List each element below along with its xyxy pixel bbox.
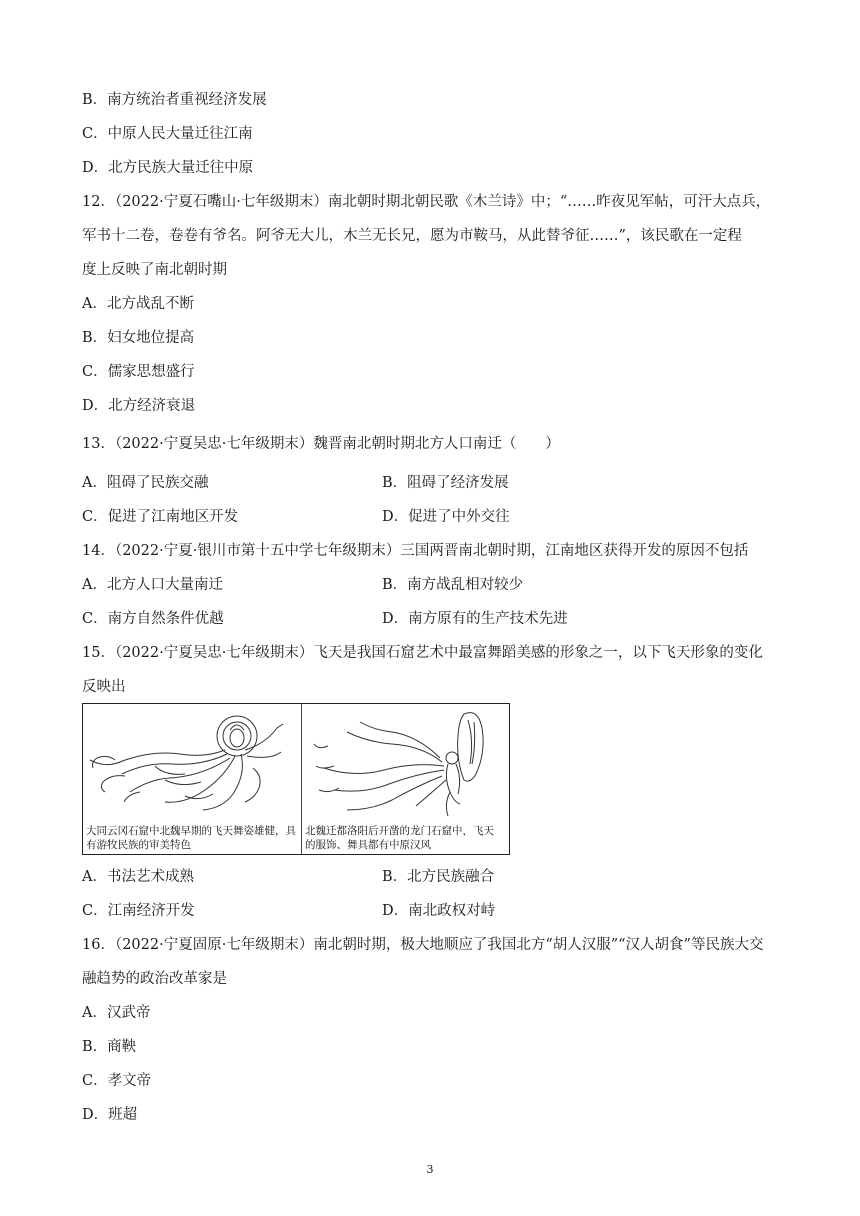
q11-option-c: C．中原人民大量迁往江南 bbox=[82, 126, 253, 142]
q13-stem: 13．（2022·宁夏吴忠·七年级期末）魏晋南北朝时期北方人口南迁（ ） bbox=[82, 436, 560, 452]
q15-option-b: B．北方民族融合 bbox=[382, 869, 495, 885]
q12-stem-line-3: 度上反映了南北朝时期 bbox=[82, 262, 227, 278]
feitian-figure bbox=[82, 703, 510, 855]
q15-option-c: C．江南经济开发 bbox=[82, 903, 195, 919]
caption-left-line-2: 有游牧民族的审美特色 bbox=[86, 839, 191, 851]
caption-right-line-2: 的服饰、舞具都有中原汉风 bbox=[305, 839, 431, 851]
q15-option-d: D．南北政权对峙 bbox=[382, 903, 496, 919]
q14-stem: 14．（2022·宁夏·银川市第十五中学七年级期末）三国两晋南北朝时期，江南地区获得开发的原因不包括 bbox=[82, 543, 749, 559]
q16-option-c: C．孝文帝 bbox=[82, 1073, 152, 1089]
q14-option-a: A．北方人口大量南迁 bbox=[82, 577, 223, 593]
yungang-feitian-illustration bbox=[85, 706, 299, 824]
q14-option-d: D．南方原有的生产技术先进 bbox=[382, 611, 568, 627]
caption-right-line-1: 北魏迁都洛阳后开凿的龙门石窟中，飞天 bbox=[305, 825, 494, 837]
q13-option-b: B．阻碍了经济发展 bbox=[382, 475, 509, 491]
caption-left-line-1: 大同云冈石窟中北魏早期的飞天舞姿雄健，具 bbox=[86, 825, 296, 837]
q11-option-b: B．南方统治者重视经济发展 bbox=[82, 92, 267, 108]
q13-option-a: A．阻碍了民族交融 bbox=[82, 475, 209, 491]
q16-stem-line-1: 16．（2022·宁夏固原·七年级期末）南北朝时期，极大地顺应了我国北方“胡人汉服”“汉人胡食”等民族大交 bbox=[82, 937, 764, 953]
q16-option-b: B．商鞅 bbox=[82, 1039, 137, 1055]
longmen-feitian-illustration bbox=[304, 706, 508, 824]
q15-stem-line-1: 15．（2022·宁夏吴忠·七年级期末）飞天是我国石窟艺术中最富舞蹈美感的形象之一，以下飞天形象的变化 bbox=[82, 645, 763, 661]
q13-option-c: C．促进了江南地区开发 bbox=[82, 509, 239, 525]
q13-option-d: D．促进了中外交往 bbox=[382, 509, 510, 525]
q16-stem-line-2: 融趋势的政治改革家是 bbox=[82, 971, 227, 987]
page-number: 3 bbox=[426, 1163, 434, 1176]
q12-stem-line-2: 军书十二卷，卷卷有爷名。阿爷无大儿，木兰无长兄，愿为市鞍马，从此替爷征……”，该民歌在一定程 bbox=[82, 228, 742, 244]
q14-option-c: C．南方自然条件优越 bbox=[82, 611, 224, 627]
q12-option-d: D．北方经济衰退 bbox=[82, 398, 196, 414]
q14-option-b: B．南方战乱相对较少 bbox=[382, 577, 524, 593]
q12-option-b: B．妇女地位提高 bbox=[82, 330, 195, 346]
q16-option-a: A．汉武帝 bbox=[82, 1005, 151, 1021]
q11-option-d: D．北方民族大量迁往中原 bbox=[82, 160, 254, 176]
q15-option-a: A．书法艺术成熟 bbox=[82, 869, 194, 885]
q16-option-d: D．班超 bbox=[82, 1107, 138, 1123]
q12-option-a: A．北方战乱不断 bbox=[82, 296, 194, 312]
q15-stem-line-2: 反映出 bbox=[82, 679, 126, 695]
q12-option-c: C．儒家思想盛行 bbox=[82, 364, 195, 380]
figure-divider bbox=[301, 704, 302, 854]
q12-stem-line-1: 12．（2022·宁夏石嘴山·七年级期末）南北朝时期北朝民歌《木兰诗》中；“……昨夜见军帖，可汗大点兵， bbox=[82, 194, 771, 210]
